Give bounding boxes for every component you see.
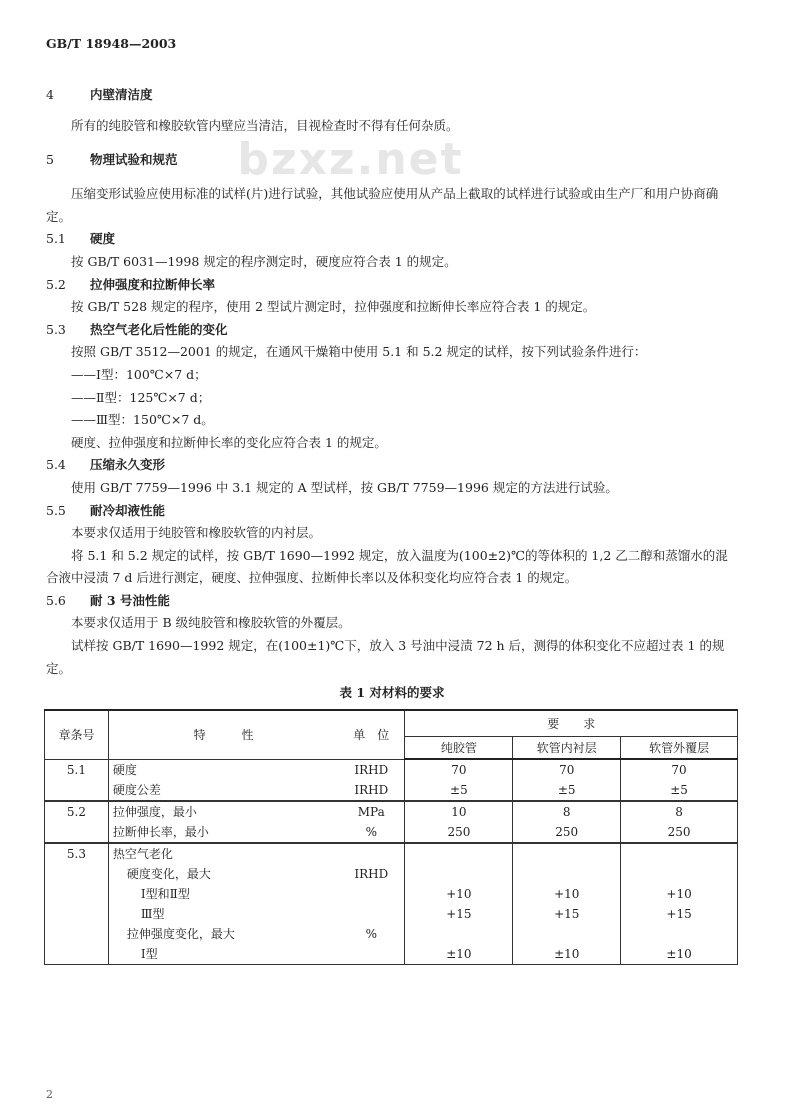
clause-cell (45, 822, 109, 843)
header-unit: 单 位 (338, 710, 405, 760)
hose-cover-value: 250 (621, 822, 738, 843)
hose-lining-value: ±10 (513, 944, 621, 965)
pure-hose-value (405, 864, 513, 884)
unit-cell: % (338, 924, 405, 944)
paragraph: 按 GB/T 6031—1998 规定的程序测定时，硬度应符合表 1 的规定。 (71, 253, 457, 269)
pure-hose-value: ±10 (405, 944, 513, 965)
hose-cover-value: 70 (621, 759, 738, 780)
clause-cell (45, 904, 109, 924)
list-item: ——Ⅲ型：150℃×7 d。 (71, 412, 214, 428)
pure-hose-value: 70 (405, 759, 513, 780)
unit-cell (338, 843, 405, 864)
pure-hose-value (405, 843, 513, 864)
hose-lining-value: +10 (513, 884, 621, 904)
paragraph: 硬度、拉伸强度和拉断伸长率的变化应符合表 1 的规定。 (71, 434, 387, 450)
pure-hose-value: +10 (405, 884, 513, 904)
heading-title: 硬度 (90, 231, 116, 247)
table-row (45, 780, 738, 801)
unit-cell: IRHD (338, 759, 405, 780)
property-cell: 拉断伸长率，最小 (108, 822, 338, 843)
hose-cover-value: ±5 (621, 780, 738, 801)
table-row (45, 864, 738, 884)
heading-title: 压缩永久变形 (90, 457, 166, 473)
hose-lining-value: ±5 (513, 780, 621, 801)
table-row (45, 843, 738, 864)
table-row (45, 822, 738, 843)
hose-cover-value: 8 (621, 801, 738, 822)
paragraph: 将 5.1 和 5.2 规定的试样，按 GB/T 1690—1992 规定，放入温度为(100±2)℃的等体积的 1,2 乙二醇和蒸馏水的混合液中浸渍 7 d 后进行测定，硬度、拉伸强度、拉断伸长率以及体积变化均应符合表 1 的规定。 (46, 547, 728, 586)
hose-lining-value (513, 843, 621, 864)
header-hose-lining: 软管内衬层 (513, 737, 621, 760)
table-row (45, 924, 738, 944)
clause-cell: 5.3 (45, 843, 109, 864)
table-row (45, 904, 738, 924)
heading-title: 内壁清洁度 (90, 87, 153, 102)
header-clause: 章条号 (45, 710, 109, 760)
heading-5-6 (46, 590, 738, 613)
heading-5-3 (46, 319, 738, 342)
paragraph: 本要求仅适用于 B 级纯胶管和橡胶软管的外覆层。 (71, 615, 351, 631)
hose-cover-value: +15 (621, 904, 738, 924)
header-hose-cover: 软管外覆层 (621, 737, 738, 760)
unit-cell (338, 904, 405, 924)
list-item: ——Ⅰ型：100℃×7 d； (71, 366, 207, 382)
property-cell: Ⅰ型和Ⅱ型 (108, 884, 338, 904)
heading-title: 耐冷却液性能 (90, 502, 166, 518)
property-cell: Ⅰ型 (108, 944, 338, 965)
clause-cell (45, 884, 109, 904)
heading-number: 5.3 (46, 321, 66, 337)
heading-number: 5.4 (46, 457, 66, 473)
clause-cell (45, 944, 109, 965)
pure-hose-value: 250 (405, 822, 513, 843)
paragraph: 试样按 GB/T 1690—1992 规定，在(100±1)℃下，放入 3 号油中浸渍 72 h 后，测得的体积变化不应超过表 1 的规定。 (46, 638, 725, 676)
unit-cell: IRHD (338, 780, 405, 801)
list-item: ——Ⅱ型：125℃×7 d； (71, 389, 211, 405)
heading-title: 耐 3 号油性能 (90, 592, 170, 608)
table-row (45, 759, 738, 780)
hose-lining-value: 8 (513, 801, 621, 822)
heading-number: 5.2 (46, 276, 66, 292)
requirements-table (44, 709, 738, 966)
unit-cell (338, 884, 405, 904)
property-cell: Ⅲ型 (108, 904, 338, 924)
table-row (45, 884, 738, 904)
header-pure-hose: 纯胶管 (405, 737, 513, 760)
unit-cell: IRHD (338, 864, 405, 884)
table-row (45, 801, 738, 822)
heading-number: 4 (46, 87, 54, 102)
heading-5-2 (46, 274, 738, 297)
table-caption: 表 1 对材料的要求 (339, 685, 445, 701)
property-cell: 拉伸强度，最小 (108, 801, 338, 822)
hose-lining-value (513, 924, 621, 944)
document-body (46, 84, 738, 965)
heading-number: 5.6 (46, 592, 66, 608)
header-property: 特 性 (108, 710, 338, 760)
pure-hose-value: 10 (405, 801, 513, 822)
unit-cell (338, 944, 405, 965)
property-cell: 硬度变化，最大 (108, 864, 338, 884)
page-number: 2 (46, 1088, 53, 1101)
property-cell: 硬度公差 (108, 780, 338, 801)
clause-cell: 5.2 (45, 801, 109, 822)
unit-cell: % (338, 822, 405, 843)
hose-lining-value: 70 (513, 759, 621, 780)
heading-5-1 (46, 228, 738, 251)
hose-lining-value (513, 864, 621, 884)
unit-cell: MPa (338, 801, 405, 822)
paragraph: 本要求仅适用于纯胶管和橡胶软管的内衬层。 (71, 525, 322, 541)
hose-cover-value (621, 924, 738, 944)
heading-5-5 (46, 500, 738, 523)
standard-number: GB/T 18948—2003 (46, 36, 177, 51)
heading-title: 物理试验和规范 (90, 151, 178, 167)
hose-cover-value (621, 843, 738, 864)
paragraph: 按照 GB/T 3512—2001 的规定，在通风干燥箱中使用 5.1 和 5.2 规定的试样，按下列试验条件进行： (71, 344, 647, 360)
property-cell: 热空气老化 (108, 843, 338, 864)
pure-hose-value: ±5 (405, 780, 513, 801)
hose-lining-value: +15 (513, 904, 621, 924)
clause-cell (45, 780, 109, 801)
heading-number: 5.1 (46, 231, 66, 247)
hose-cover-value: ±10 (621, 944, 738, 965)
heading-4 (46, 84, 738, 107)
property-cell: 拉伸强度变化，最大 (108, 924, 338, 944)
clause-cell (45, 924, 109, 944)
hose-lining-value: 250 (513, 822, 621, 843)
heading-number: 5.5 (46, 502, 66, 518)
heading-title: 热空气老化后性能的变化 (90, 321, 228, 337)
paragraph: 所有的纯胶管和橡胶软管内壁应当清洁，目视检查时不得有任何杂质。 (71, 117, 459, 133)
table-row (45, 944, 738, 965)
paragraph: 使用 GB/T 7759—1996 中 3.1 规定的 A 型试样，按 GB/T 7759—1996 规定的方法进行试验。 (71, 479, 618, 495)
hose-cover-value: +10 (621, 884, 738, 904)
paragraph: 压缩变形试验应使用标准的试样(片)进行试验，其他试验应使用从产品上截取的试样进行试验或由生产厂和用户协商确定。 (46, 186, 719, 224)
hose-cover-value (621, 864, 738, 884)
clause-cell (45, 864, 109, 884)
heading-title: 拉伸强度和拉断伸长率 (90, 276, 216, 292)
pure-hose-value: +15 (405, 904, 513, 924)
heading-5-4 (46, 454, 738, 477)
clause-cell: 5.1 (45, 759, 109, 780)
pure-hose-value (405, 924, 513, 944)
heading-5 (46, 134, 738, 186)
property-cell: 硬度 (108, 759, 338, 780)
watermark: bzxz.net (237, 134, 464, 186)
header-requirements: 要 求 (405, 710, 738, 737)
paragraph: 按 GB/T 528 规定的程序，使用 2 型试片测定时，拉伸强度和拉断伸长率应符合表 1 的规定。 (71, 299, 596, 315)
heading-number: 5 (46, 151, 54, 167)
